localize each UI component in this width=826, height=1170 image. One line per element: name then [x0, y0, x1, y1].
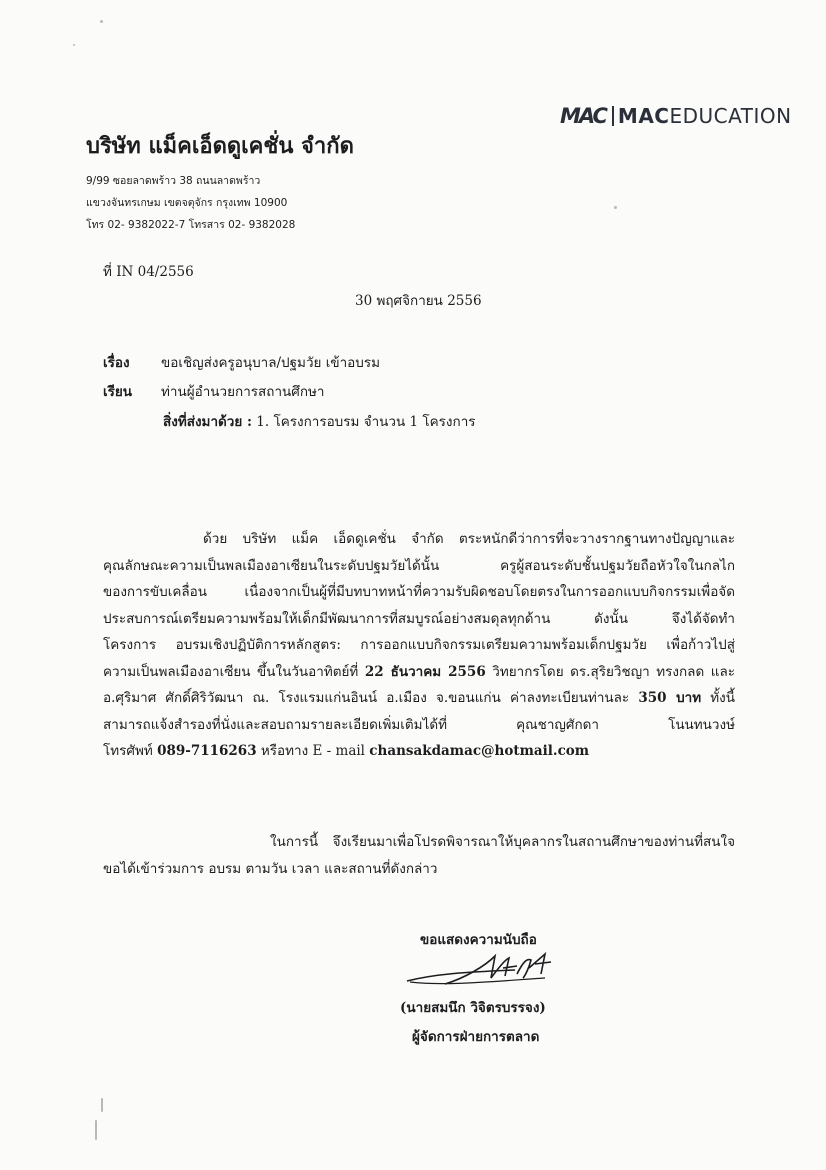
logo-wordmark: MACEDUCATION [617, 104, 792, 128]
body-line: ด้วย บริษัท แม็ค เอ็ดดูเคชั่น จำกัด ตระหนักดีว่าการที่จะวางรากฐานทางปัญญาและ [203, 531, 735, 547]
body-line: ขอได้เข้าร่วมการ อบรม ตามวัน เวลา และสถานที่ดังกล่าว [103, 860, 438, 877]
body-line: โทรศัพท์ 089-7116263 หรือทาง E - mail chansakdamac@hotmail.com [103, 743, 590, 759]
body-line: สามารถแจ้งสำรองที่นั่งและสอบถามรายละเอียดเพิ่มเติมได้ที่ คุณชาญศักดา โนนทนวงษ์ [103, 716, 735, 733]
body-line: ความเป็นพลเมืองอาเซียน ขึ้นในวันอาทิตย์ที่ 22 ธันวาคม 2556 วิทยากรโดย ดร.สุริยวิชญา ทรงกลด และ [103, 663, 735, 680]
letter-date: 30 พฤศจิกายน 2556 [355, 293, 482, 309]
subject-row [103, 351, 380, 373]
reference-number: ที่ IN 04/2556 [103, 264, 194, 280]
signature-image [405, 948, 555, 992]
scan-speck [73, 44, 75, 46]
address-line-2: แขวงจันทรเกษม เขตจตุจักร กรุงเทพ 10900 [86, 197, 288, 209]
company-logo [560, 104, 792, 128]
recipient-label: เรียน [103, 384, 133, 400]
body-line: ในการนี้ จึงเรียนมาเพื่อโปรดพิจารณาให้บุคลากรในสถานศึกษาของท่านที่สนใจ [270, 834, 735, 850]
enclosure-row [163, 410, 476, 432]
body-paragraph-2 [103, 829, 735, 882]
recipient-text: ท่านผู้อำนวยการสถานศึกษา [161, 384, 325, 400]
enclosure-text: 1. โครงการอบรม จำนวน 1 โครงการ [251, 414, 476, 430]
signer-title: ผู้จัดการฝ่ายการตลาด [412, 1029, 540, 1045]
scan-speck [614, 206, 617, 209]
subject-text: ขอเชิญส่งครูอนุบาล/ปฐมวัย เข้าอบรม [161, 355, 380, 371]
logo-divider [612, 106, 614, 126]
registration-fee: 350 บาท [638, 690, 702, 706]
signer-name: (นายสมนึก วิจิตรบรรจง) [400, 1000, 546, 1016]
address-line-1: 9/99 ซอยลาดพร้าว 38 ถนนลาดพร้าว [86, 175, 261, 187]
contact-line: โทร 02- 9382022-7 โทรสาร 02- 9382028 [86, 219, 296, 231]
body-line: ประสบการณ์เตรียมความพร้อมให้เด็กมีพัฒนาการที่สมบูรณ์อย่างสมดุลทุกด้าน ดังนั้น จึงได้จัดทำ [103, 610, 735, 627]
enclosure-label: สิ่งที่ส่งมาด้วย : [163, 414, 252, 430]
body-line: อ.ศุริมาศ ศักดิ์ศิริวัฒนา ณ. โรงแรมแก่นอินน์ อ.เมือง จ.ขอนแก่น ค่าลงทะเบียนท่านละ 350 บาท ทั้งนี้ [103, 690, 735, 706]
scan-speck [95, 1120, 97, 1140]
body-line: โครงการ อบรมเชิงปฏิบัติการหลักสูตร: การออกแบบกิจกรรมเตรียมความพร้อมเด็กปฐมวัย เพื่อก้าวไปสู่ [103, 637, 735, 653]
subject-label: เรื่อง [103, 355, 130, 371]
scan-speck [100, 20, 103, 23]
logo-mark: MAC [560, 104, 606, 128]
closing-regards: ขอแสดงความนับถือ [420, 932, 537, 948]
company-name: บริษัท แม็คเอ็ดดูเคชั่น จำกัด [86, 134, 354, 159]
body-line: ของการขับเคลื่อน เนื่องจากเป็นผู้ที่มีบทบาทหน้าที่ความรับผิดชอบโดยตรงในการออกแบบกิจกรรมเพื่อจัด [103, 584, 735, 600]
contact-email: chansakdamac@hotmail.com [369, 743, 590, 759]
scan-speck [101, 1098, 103, 1112]
recipient-row [103, 380, 324, 402]
contact-phone: 089-7116263 [157, 743, 257, 759]
body-line: คุณลักษณะความเป็นพลเมืองอาเซียนในระดับปฐมวัยได้นั้น ครูผู้สอนระดับชั้นปฐมวัยถือหัวใจในกลไก [103, 557, 735, 574]
event-date: 22 ธันวาคม 2556 [364, 663, 486, 680]
body-paragraph-1 [103, 526, 735, 765]
